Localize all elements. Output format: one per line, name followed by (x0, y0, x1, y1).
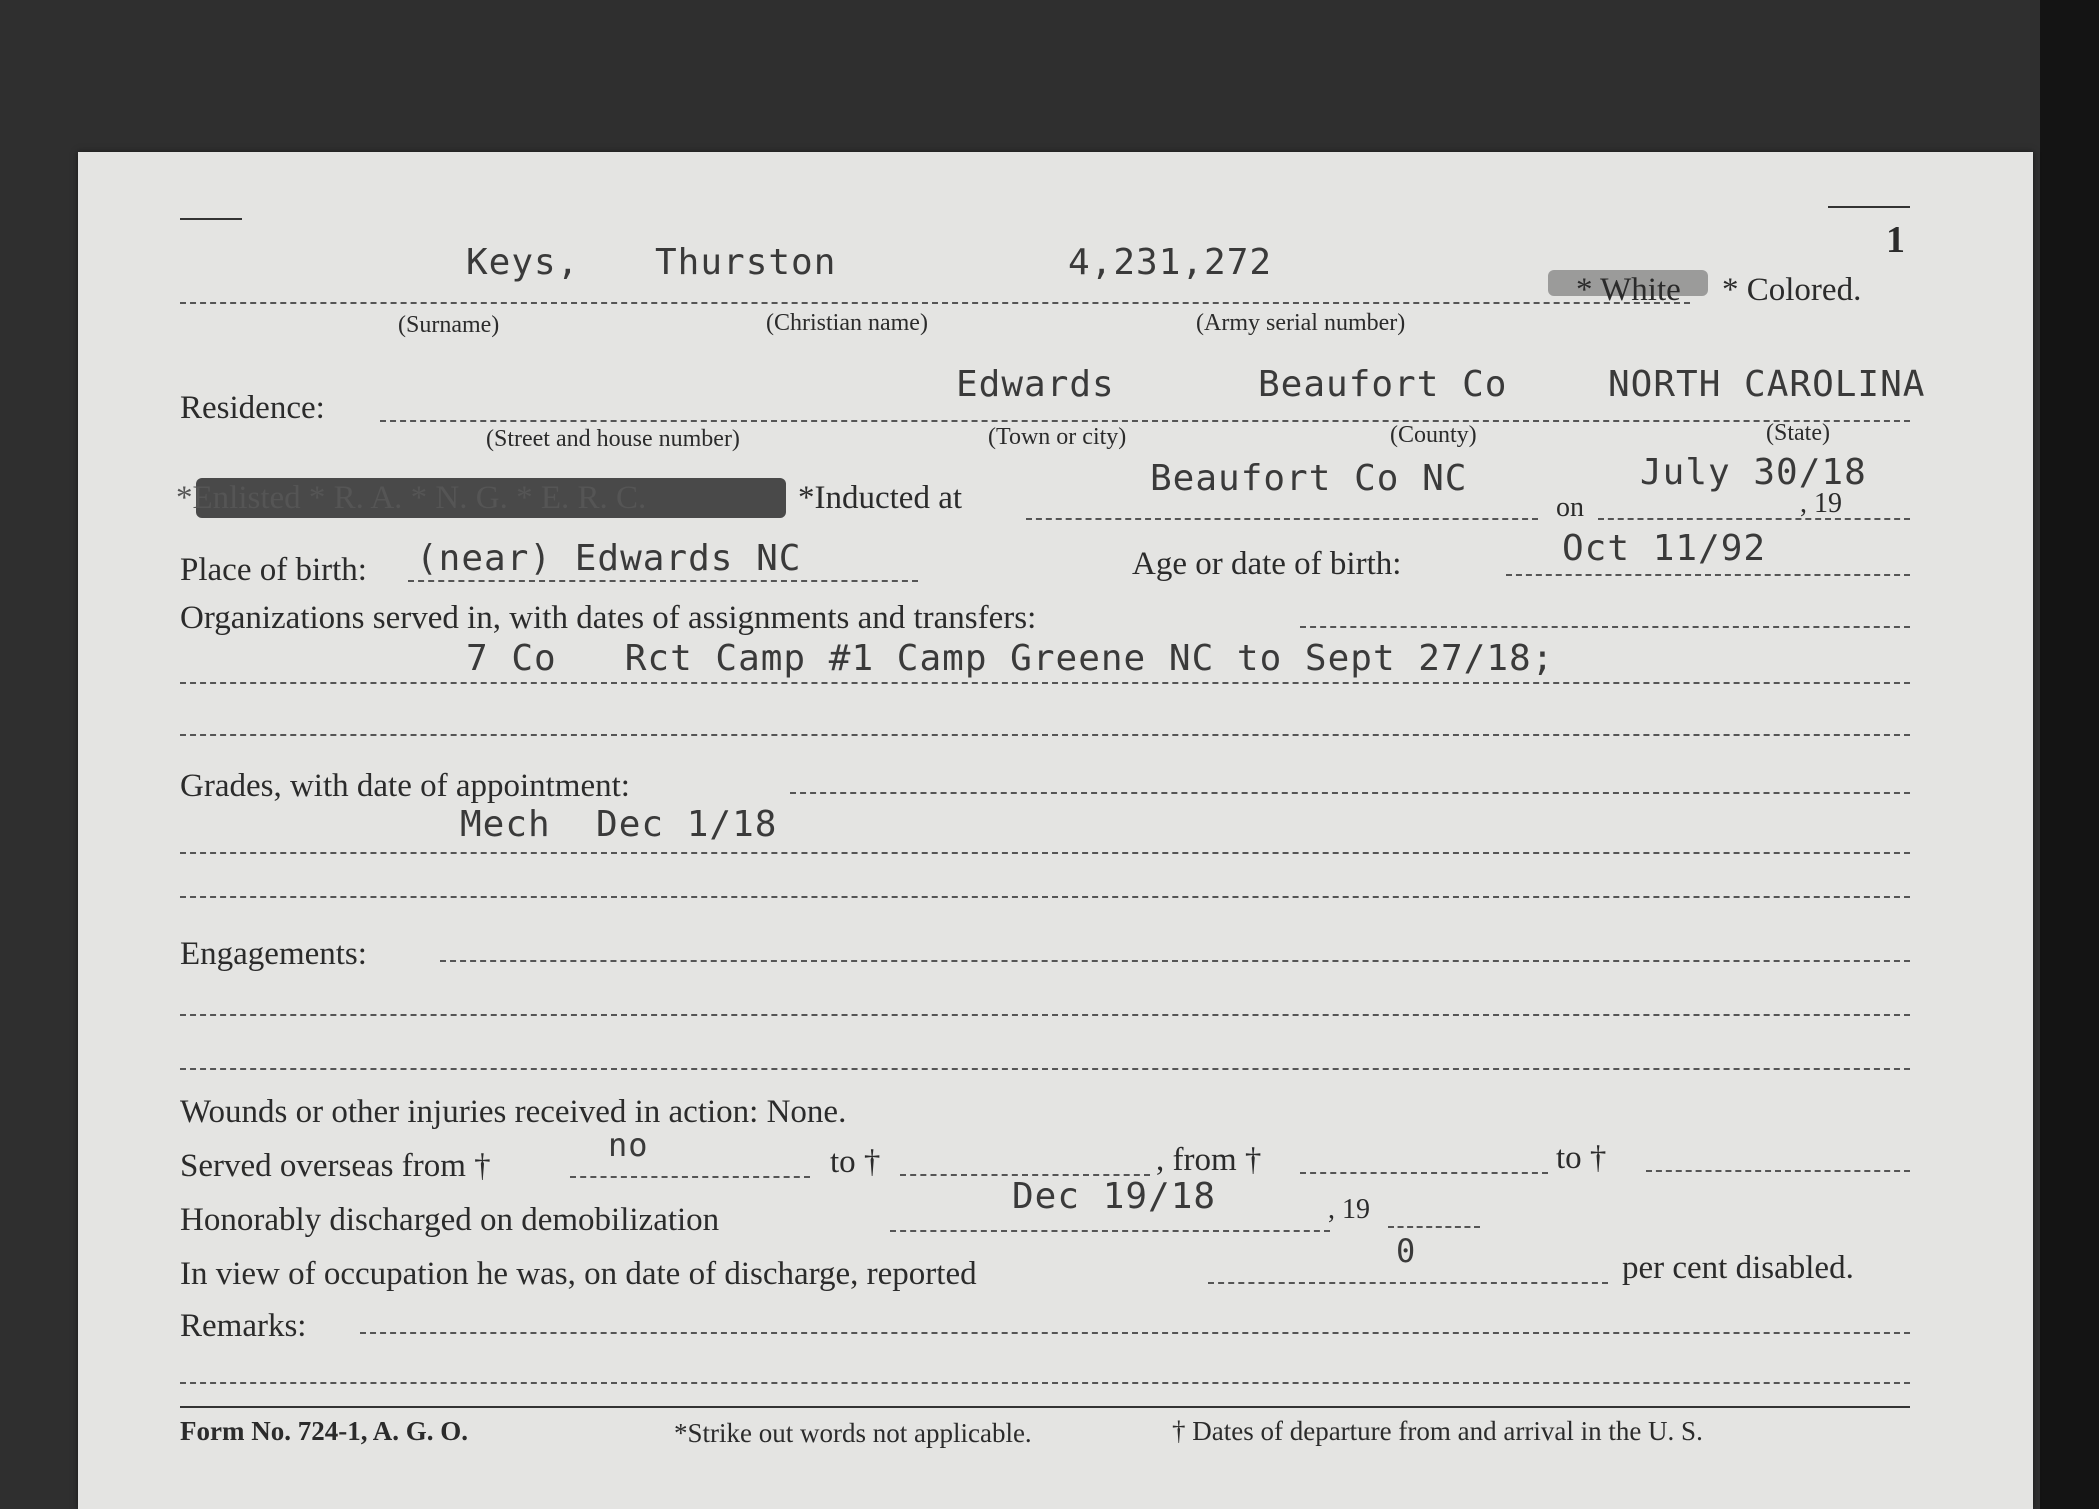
county-caption: (County) (1390, 422, 1477, 448)
discharge-date: Dec 19/18 (1012, 1176, 1217, 1217)
race-colored: * Colored. (1722, 272, 1862, 308)
overseas-to-label: to † (830, 1144, 881, 1180)
grades-line-1 (790, 792, 1910, 794)
record-card (78, 152, 2033, 1509)
grades-line-3 (180, 896, 1910, 898)
overseas-from-line (570, 1176, 810, 1178)
inducted-line (1026, 518, 1538, 520)
grades-entry: Mech Dec 1/18 (460, 804, 778, 845)
organizations-line-2 (180, 682, 1910, 684)
disability-suffix: per cent disabled. (1622, 1250, 1854, 1286)
wounds-label: Wounds or other injuries received in action: None. (180, 1094, 847, 1130)
serial-caption: (Army serial number) (1196, 310, 1406, 336)
disability-value: 0 (1396, 1232, 1417, 1270)
name-line (180, 302, 1690, 304)
disability-label: In view of occupation he was, on date of discharge, reported (180, 1256, 977, 1292)
residence-town: Edwards (956, 364, 1115, 405)
inducted-year-prefix: , 19 (1800, 488, 1842, 519)
street-caption: (Street and house number) (486, 426, 740, 452)
enlisted-options: *Enlisted * R. A. * N. G. * E. R. C. (176, 480, 647, 516)
residence-label: Residence: (180, 390, 325, 426)
town-caption: (Town or city) (988, 424, 1127, 450)
remarks-line-1 (360, 1332, 1910, 1334)
birth-date-label: Age or date of birth: (1132, 546, 1402, 582)
inducted-on-label: on (1556, 492, 1584, 523)
discharge-line (890, 1230, 1330, 1232)
discharge-label: Honorably discharged on demobilization (180, 1202, 720, 1238)
organizations-line-1 (1300, 626, 1910, 628)
inducted-place: Beaufort Co NC (1150, 458, 1468, 499)
top-right-mark (1828, 206, 1910, 208)
inducted-date: July 30/18 (1640, 452, 1867, 493)
birth-date-value: Oct 11/92 (1562, 528, 1767, 569)
remarks-label: Remarks: (180, 1308, 307, 1344)
footer-rule (180, 1406, 1910, 1408)
birth-place-label: Place of birth: (180, 552, 367, 588)
organizations-label: Organizations served in, with dates of assignments and transfers: (180, 600, 1037, 636)
engagements-line-2 (180, 1014, 1910, 1016)
overseas-from2-line (1300, 1172, 1548, 1174)
organizations-entry: 7 Co Rct Camp #1 Camp Greene NC to Sept 27/18; (466, 638, 1555, 679)
residence-county: Beaufort Co (1258, 364, 1508, 405)
residence-state: NORTH CAROLINA (1608, 364, 1926, 405)
engagements-line-3 (180, 1068, 1910, 1070)
top-left-mark (180, 218, 242, 220)
race-white: * White (1576, 272, 1681, 308)
card-number: 1 (1886, 219, 1905, 261)
overseas-to2-label: to † (1556, 1140, 1607, 1176)
state-caption: (State) (1766, 420, 1830, 446)
inducted-label: *Inducted at (798, 480, 963, 516)
birth-place-value: (near) Edwards NC (416, 538, 802, 579)
inducted-date-line (1598, 518, 1910, 520)
engagements-label: Engagements: (180, 936, 367, 972)
residence-line (380, 420, 1910, 422)
birth-place-line (408, 580, 918, 582)
discharge-year-line (1388, 1226, 1480, 1228)
birth-date-line (1506, 574, 1910, 576)
overseas-to2-line (1646, 1170, 1910, 1172)
surname-value: Keys, (466, 242, 580, 283)
dates-note: † Dates of departure from and arrival in the U. S. (1172, 1416, 1703, 1446)
overseas-from-value: no (608, 1126, 649, 1164)
serial-number-value: 4,231,272 (1068, 242, 1273, 283)
remarks-line-2 (180, 1382, 1910, 1384)
christian-name-value: Thurston (655, 242, 837, 283)
surname-caption: (Surname) (398, 312, 500, 338)
grades-line-2 (180, 852, 1910, 854)
strike-note: *Strike out words not applicable. (674, 1418, 1032, 1448)
christian-name-caption: (Christian name) (766, 310, 928, 336)
overseas-label: Served overseas from † (180, 1148, 491, 1184)
discharge-year-prefix: , 19 (1328, 1194, 1370, 1225)
scanner-edge (2040, 0, 2099, 1509)
engagements-line-1 (440, 960, 1910, 962)
form-number: Form No. 724-1, A. G. O. (180, 1416, 468, 1446)
organizations-line-3 (180, 734, 1910, 736)
disability-line (1208, 1282, 1608, 1284)
grades-label: Grades, with date of appointment: (180, 768, 630, 804)
overseas-from2-label: , from † (1156, 1142, 1262, 1178)
